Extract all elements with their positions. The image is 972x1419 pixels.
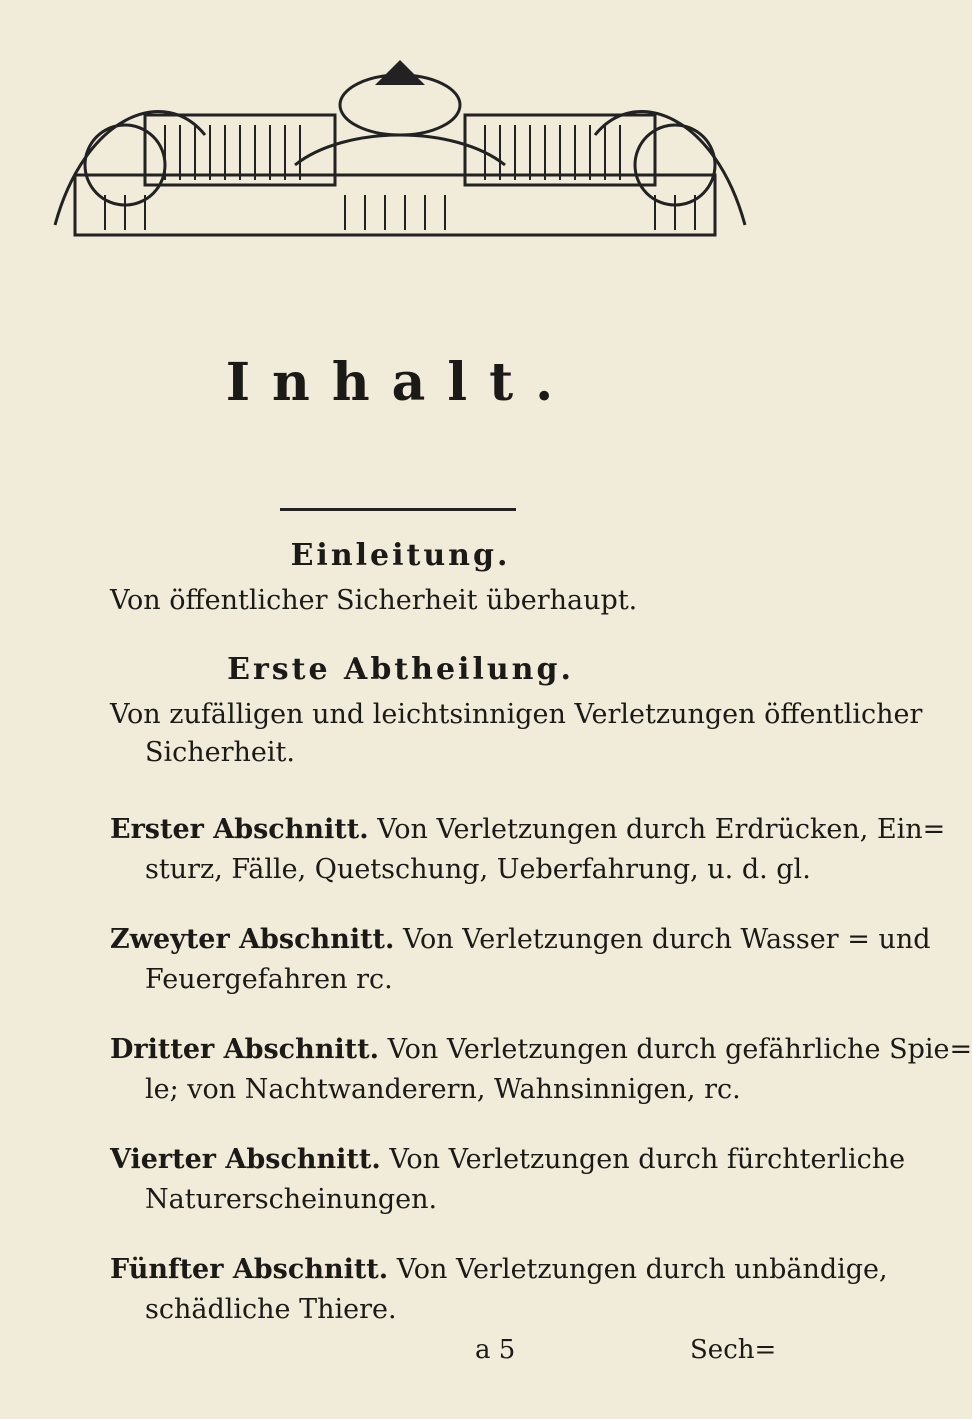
- part-one-line-2: Sicherheit.: [145, 737, 295, 768]
- section-1-line-1: [110, 812, 945, 848]
- section-1-line-2: sturz, Fälle, Quetschung, Ueberfahrung, u. d. gl.: [145, 854, 811, 885]
- section-2-text: Von Verletzungen durch Wasser = und: [403, 924, 931, 955]
- section-5-line-2: schädliche Thiere.: [145, 1294, 397, 1325]
- signature-mark: a 5: [475, 1335, 516, 1365]
- page-title: Inhalt.: [225, 352, 576, 413]
- part-one-line-1: Von zufälligen und leichtsinnigen Verletzungen öffentlicher: [110, 699, 923, 730]
- section-3-line-2: le; von Nachtwanderern, Wahnsinnigen, rc.: [145, 1074, 741, 1105]
- catchword: Sech=: [690, 1335, 777, 1365]
- section-4-label: Vierter Abschnitt.: [110, 1144, 381, 1175]
- decorative-vignette: [45, 55, 755, 255]
- introduction-heading: Einleitung.: [290, 538, 511, 573]
- section-1-text: Von Verletzungen durch Erdrücken, Ein=: [377, 814, 946, 845]
- section-4-line-1: [110, 1142, 905, 1178]
- section-4-line-2: Naturerscheinungen.: [145, 1184, 438, 1215]
- part-one-heading: Erste Abtheilung.: [227, 652, 574, 687]
- section-3-text: Von Verletzungen durch gefährliche Spie=: [387, 1034, 972, 1065]
- section-2-line-2: Feuergefahren rc.: [145, 964, 393, 995]
- section-1-label: Erster Abschnitt.: [110, 814, 369, 845]
- introduction-text: Von öffentlicher Sicherheit überhaupt.: [110, 585, 638, 616]
- section-2-label: Zweyter Abschnitt.: [110, 924, 395, 955]
- section-3-label: Dritter Abschnitt.: [110, 1034, 379, 1065]
- section-5-line-1: [110, 1252, 888, 1288]
- title-rule: [280, 508, 516, 511]
- section-4-text: Von Verletzungen durch fürchterliche: [389, 1144, 906, 1175]
- section-5-label: Fünfter Abschnitt.: [110, 1254, 389, 1285]
- section-2-line-1: [110, 922, 931, 958]
- section-5-text: Von Verletzungen durch unbändige,: [396, 1254, 888, 1285]
- section-3-line-1: [110, 1032, 972, 1068]
